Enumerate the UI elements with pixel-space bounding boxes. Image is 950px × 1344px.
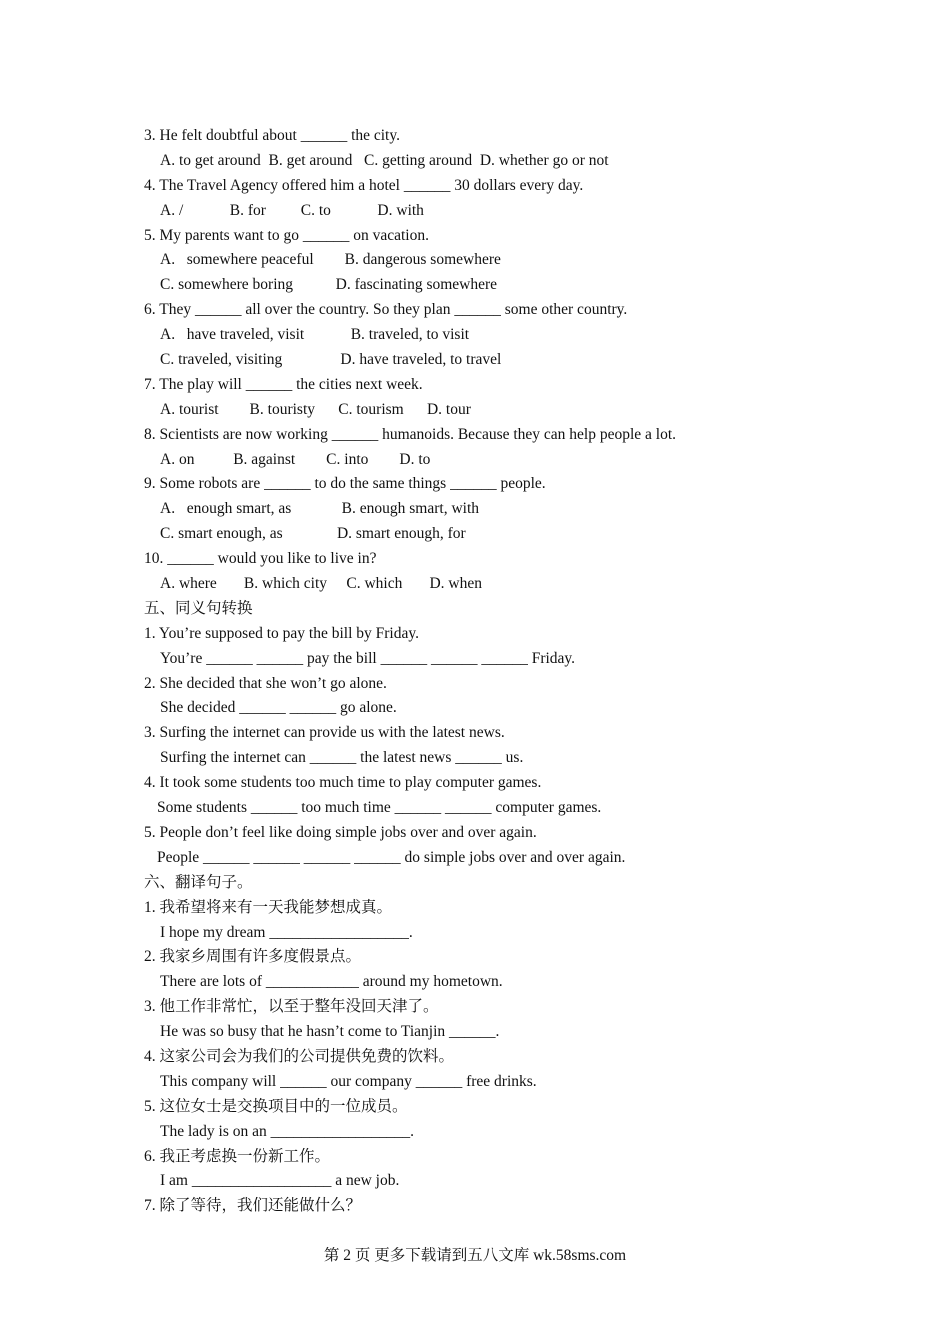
options-8: A. on B. against C. into D. to bbox=[160, 450, 431, 468]
page-footer: 第 2 页 更多下载请到五八文库 wk.58sms.com bbox=[323, 1247, 627, 1264]
options-9-ab: A. enough smart, as B. enough smart, with bbox=[160, 500, 480, 518]
question-5: 5. My parents want to go ______ on vacation. bbox=[144, 226, 429, 244]
options-3: A. to get around B. get around C. getting around D. whether go or not bbox=[160, 151, 609, 169]
translate-4-chinese: 4. 这家公司会为我们的公司提供免费的饮料。 bbox=[144, 1047, 455, 1065]
translate-3-chinese: 3. 他工作非常忙，以至于整年没回天津了。 bbox=[144, 998, 439, 1016]
options-7: A. tourist B. touristy C. tourism D. tour bbox=[160, 400, 471, 418]
question-6: 6. They ______ all over the country. So they plan ______ some other country. bbox=[144, 301, 628, 319]
synonym-3-original: 3. Surfing the internet can provide us with the latest news. bbox=[144, 724, 505, 742]
translate-6-english: I am __________________ a new job. bbox=[160, 1172, 400, 1190]
translate-4-english: This company will ______ our company ______ free drinks. bbox=[160, 1072, 537, 1090]
question-7: 7. The play will ______ the cities next week. bbox=[144, 375, 423, 393]
synonym-2-original: 2. She decided that she won’t go alone. bbox=[144, 674, 387, 692]
question-8: 8. Scientists are now working ______ humanoids. Because they can help people a lot. bbox=[144, 425, 677, 443]
question-9: 9. Some robots are ______ to do the same things ______ people. bbox=[144, 475, 546, 493]
question-10: 10. ______ would you like to live in? bbox=[144, 550, 377, 568]
options-6-ab: A. have traveled, visit B. traveled, to visit bbox=[160, 326, 470, 344]
options-5-cd: C. somewhere boring D. fascinating somewhere bbox=[160, 276, 498, 294]
translate-5-english: The lady is on an __________________. bbox=[160, 1122, 415, 1140]
options-4: A. / B. for C. to D. with bbox=[160, 201, 424, 219]
synonym-1-rewrite: You’re ______ ______ pay the bill ______ ______ ______ Friday. bbox=[160, 649, 576, 667]
translate-1-chinese: 1. 我希望将来有一天我能梦想成真。 bbox=[144, 898, 393, 916]
translate-7-chinese: 7. 除了等待，我们还能做什么？ bbox=[144, 1197, 362, 1215]
translate-5-chinese: 5. 这位女士是交换项目中的一位成员。 bbox=[144, 1097, 408, 1115]
translate-2-english: There are lots of ____________ around my hometown. bbox=[160, 973, 503, 991]
synonym-4-rewrite: Some students ______ too much time ______ ______ computer games. bbox=[157, 799, 602, 817]
translate-3-english: He was so busy that he hasn’t come to Tianjin ______. bbox=[160, 1023, 500, 1041]
synonym-5-original: 5. People don’t feel like doing simple jobs over and over again. bbox=[144, 823, 537, 841]
options-10: A. where B. which city C. which D. when bbox=[160, 575, 483, 593]
synonym-2-rewrite: She decided ______ ______ go alone. bbox=[160, 699, 397, 717]
section-heading-6: 六、翻译句子。 bbox=[144, 873, 253, 891]
translate-2-chinese: 2. 我家乡周围有许多度假景点。 bbox=[144, 948, 362, 966]
synonym-4-original: 4. It took some students too much time to play computer games. bbox=[144, 774, 542, 792]
synonym-5-rewrite: People ______ ______ ______ ______ do simple jobs over and over again. bbox=[157, 848, 626, 866]
options-6-cd: C. traveled, visiting D. have traveled, to travel bbox=[160, 351, 502, 369]
synonym-1-original: 1. You’re supposed to pay the bill by Friday. bbox=[144, 624, 419, 642]
translate-6-chinese: 6. 我正考虑换一份新工作。 bbox=[144, 1147, 331, 1165]
section-heading-5: 五、同义句转换 bbox=[144, 599, 253, 617]
question-3: 3. He felt doubtful about ______ the city. bbox=[144, 127, 400, 144]
options-5-ab: A. somewhere peaceful B. dangerous somewhere bbox=[160, 251, 501, 269]
synonym-3-rewrite: Surfing the internet can ______ the latest news ______ us. bbox=[160, 749, 524, 767]
exercise-content bbox=[144, 124, 864, 1219]
options-9-cd: C. smart enough, as D. smart enough, for bbox=[160, 525, 466, 543]
question-4: 4. The Travel Agency offered him a hotel ______ 30 dollars every day. bbox=[144, 176, 584, 194]
translate-1-english: I hope my dream __________________. bbox=[160, 923, 413, 941]
